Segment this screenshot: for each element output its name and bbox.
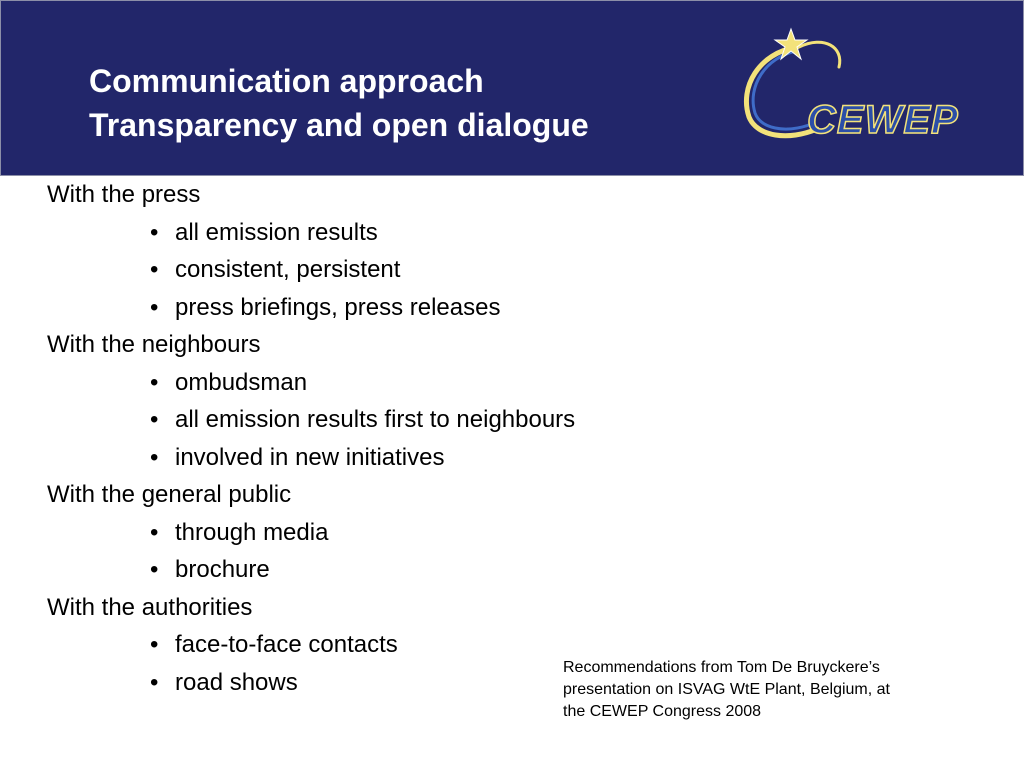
slide-title	[89, 59, 589, 147]
title-line-2: Transparency and open dialogue	[89, 107, 589, 143]
footnote-line-3: the CEWEP Congress 2008	[563, 703, 762, 720]
content-list	[47, 176, 727, 701]
list-item: • face-to-face contacts	[150, 631, 398, 658]
group-heading-general-public: With the general public	[47, 481, 292, 508]
list-item: • involved in new initiatives	[150, 443, 445, 471]
group-heading-neighbours: With the neighbours	[47, 331, 261, 358]
list-item: • road shows	[150, 668, 298, 696]
list-item: • all emission results first to neighbours	[150, 406, 576, 433]
list-item: • ombudsman	[150, 368, 308, 396]
cewep-logo	[739, 25, 979, 145]
title-line-1: Communication approach	[89, 63, 484, 99]
group-heading-press: With the press	[47, 181, 201, 208]
list-item: • press briefings, press releases	[150, 293, 501, 321]
list-item: • consistent, persistent	[150, 256, 401, 283]
group-heading-authorities: With the authorities	[47, 593, 253, 621]
logo-swoosh-tail	[799, 42, 840, 67]
footnote	[563, 657, 993, 723]
list-item: • through media	[150, 518, 329, 546]
list-item: • brochure	[150, 556, 270, 583]
list-item: • all emission results	[150, 218, 378, 246]
logo-wordmark: CEWEP	[807, 98, 959, 142]
footnote-line-2: presentation on ISVAG WtE Plant, Belgium, at	[563, 681, 890, 698]
header-banner	[0, 0, 1024, 176]
footnote-line-1: Recommendations from Tom De Bruyckere’s	[563, 659, 880, 676]
